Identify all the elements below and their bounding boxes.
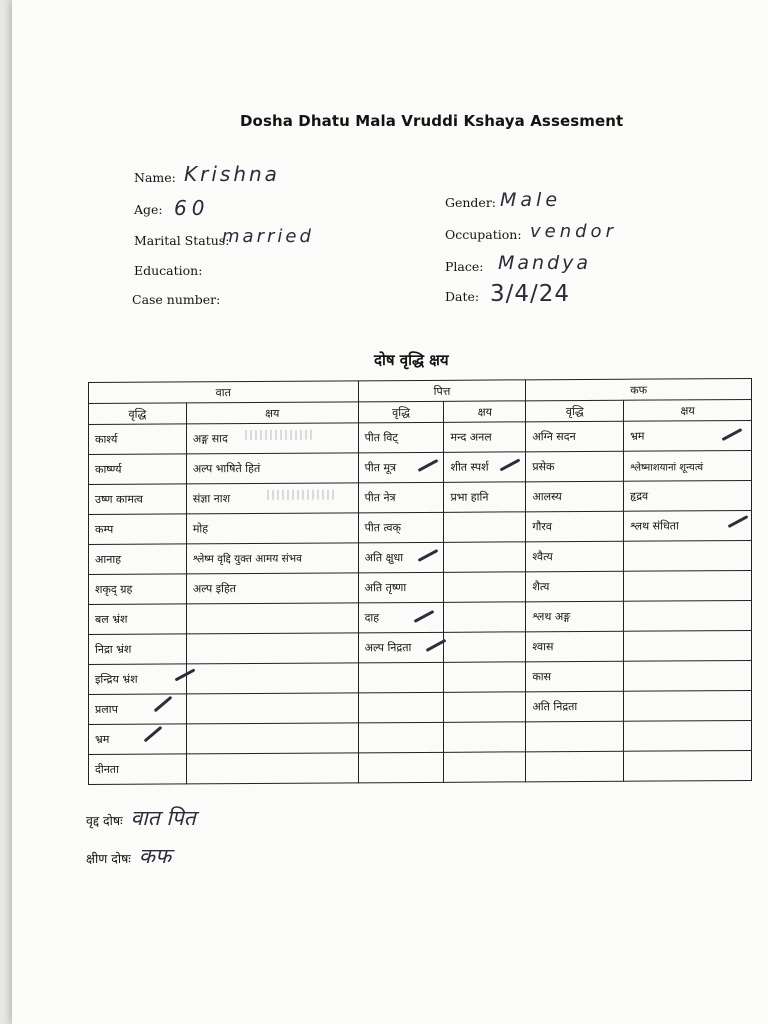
smudge-mark [267,489,337,499]
pitta-vruddhi-header: वृद्धि [358,401,444,423]
table-cell: शैत्य [526,571,624,602]
check-mark-icon [143,726,162,743]
table-cell [186,663,358,694]
gender-field [445,195,496,210]
table-cell [624,570,752,601]
table-row [89,720,752,754]
place-label: Place: [445,259,484,274]
cell-text: भ्रम [630,429,645,443]
vruddha-dosha-value: वात पित [130,806,196,830]
cell-text: इन्द्रिय भ्रंश [95,672,138,686]
table-cell [358,752,444,783]
cell-text: संज्ञा नाश [192,492,231,506]
pitta-kshaya-header: क्षय [444,401,526,423]
table-cell [624,720,752,751]
check-mark-icon [728,515,749,528]
table-cell [444,692,526,723]
table-row [89,750,752,784]
table-cell: पीत त्वक् [358,512,444,543]
vata-vruddhi-header: वृद्धि [89,403,187,425]
age-field [134,202,163,217]
table-cell [444,752,526,783]
table-cell: श्वास [526,631,624,662]
table-row [89,630,752,664]
table-cell: कम्प [89,514,187,545]
check-mark-icon [500,458,521,471]
kapha-header: कफ [526,378,752,400]
table-row [89,690,752,724]
table-row [89,480,752,514]
education-label: Education: [134,263,203,278]
check-mark-icon [153,696,172,713]
table-cell: कास [526,661,624,692]
table-cell [444,662,526,693]
age-value: 60 [174,196,210,220]
form-sheet [12,0,768,1024]
table-cell [624,750,752,781]
section-title: दोष वृद्धि क्षय [374,351,449,369]
table-cell: अल्प भाषिते हितं [186,453,358,484]
table-row [89,570,752,604]
table-cell: कार्ष्ण्य [89,454,187,485]
table-cell [444,542,526,573]
table-cell [624,690,752,721]
table-cell: शकृद् ग्रह [89,574,187,605]
table-cell [186,633,358,664]
case-number-field [132,292,220,307]
kapha-kshaya-header: क्षय [624,399,752,421]
cell-text: प्रलाप [95,702,118,716]
table-row [89,540,752,574]
name-field [134,170,176,185]
case-number-label: Case number: [132,292,221,307]
place-value: Mandya [498,252,592,274]
table-cell [186,603,358,634]
dosha-table [88,378,752,785]
table-cell: मन्द अनल [444,422,526,453]
table-cell [444,602,526,633]
table-cell [358,602,444,633]
check-mark-icon [414,610,435,623]
occupation-label: Occupation: [445,227,522,242]
table-row [89,660,752,694]
table-cell [444,452,526,483]
cell-text: पीत मूत्र [364,461,397,475]
table-cell [89,724,187,755]
table-cell [444,722,526,753]
table-cell: हृद्रव [624,480,752,511]
table-cell: पीत नेत्र [358,482,444,513]
education-field [134,263,202,278]
date-label: Date: [445,289,480,304]
marital-status-label: Marital Status: [134,233,230,248]
check-mark-icon [418,549,439,562]
check-mark-icon [722,428,743,441]
name-label: Name: [134,170,176,185]
occupation-value: vendor [530,221,617,242]
kapha-vruddhi-header: वृद्धि [526,400,624,422]
table-cell: कार्श्य [89,424,187,455]
table-cell: बल भ्रंश [89,604,187,635]
table-cell [526,751,624,782]
table-cell [89,694,187,725]
table-cell: आनाह [89,544,187,575]
table-cell [186,483,358,514]
table-row [89,420,752,454]
table-row [89,600,752,634]
table-cell: अग्नि सदन [526,421,624,452]
table-cell [358,722,444,753]
ksheena-dosha-value: कफ [138,844,172,868]
cell-text: दाह [364,611,380,625]
pitta-header: पित्त [358,380,526,402]
table-cell [186,423,358,454]
table-cell [624,600,752,631]
cell-text: अङ्ग साद [192,432,228,446]
table-cell [186,693,358,724]
cell-text: अल्प निद्रता [364,641,412,655]
table-cell [526,721,624,752]
table-cell [444,632,526,663]
gender-label: Gender: [445,195,497,210]
table-cell: आलस्य [526,481,624,512]
table-row [89,510,752,544]
table-cell: निद्रा भ्रंश [89,634,187,665]
table-cell: गौरव [526,511,624,542]
table-cell: दीनता [89,754,187,785]
table-cell [89,664,187,695]
table-cell [624,540,752,571]
vruddha-dosha-line [86,804,196,832]
cell-text: श्लथ संधिता [630,519,679,533]
marital-status-field [134,233,229,248]
table-cell [624,510,752,541]
vata-header: वात [89,381,359,404]
check-mark-icon [418,459,439,472]
table-cell: प्रसेक [526,451,624,482]
date-field [445,289,479,304]
date-value: 3/4/24 [490,281,571,307]
table-cell: अल्प इहित [186,573,358,604]
occupation-field [445,227,522,242]
table-cell [186,723,358,754]
smudge-mark [245,430,315,440]
table-cell: अति निद्रता [526,691,624,722]
cell-text: भ्रम [95,732,110,746]
table-cell [624,660,752,691]
form-title: Dosha Dhatu Mala Vruddi Kshaya Assesment [240,112,624,130]
table-cell [444,512,526,543]
table-cell: अति तृष्णा [358,572,444,603]
vata-kshaya-header: क्षय [186,402,358,424]
table-cell [358,662,444,693]
name-value: Krishna [184,162,280,186]
table-cell: मोह [186,513,358,544]
cell-text: अति क्षुधा [364,551,404,565]
ksheena-dosha-line [86,842,171,870]
marital-status-value: married [222,226,314,247]
gender-value: Male [500,189,562,211]
place-field [445,259,483,274]
table-cell: श्लेष्म वृद्दि युक्त आमय संभव [186,543,358,574]
table-cell [358,632,444,663]
table-cell: श्लेष्माशयानां शून्यत्वं [624,450,752,481]
table-cell [358,542,444,573]
table-cell: पीत विट् [358,422,444,453]
table-cell: श्लथ अङ्ग [526,601,624,632]
ksheena-dosha-label: क्षीण दोषः [86,851,131,866]
table-cell [624,630,752,661]
table-cell [624,420,752,451]
table-cell [358,452,444,483]
table-cell [444,572,526,603]
table-cell: श्वैत्य [526,541,624,572]
vruddha-dosha-label: वृद्द दोषः [86,813,123,828]
cell-text: शीत स्पर्श [450,460,489,474]
table-row [89,450,752,484]
age-label: Age: [134,202,163,217]
table-cell [186,753,358,784]
table-cell: उष्ण कामत्व [89,484,187,515]
table-cell [358,692,444,723]
table-cell: प्रभा हानि [444,482,526,513]
